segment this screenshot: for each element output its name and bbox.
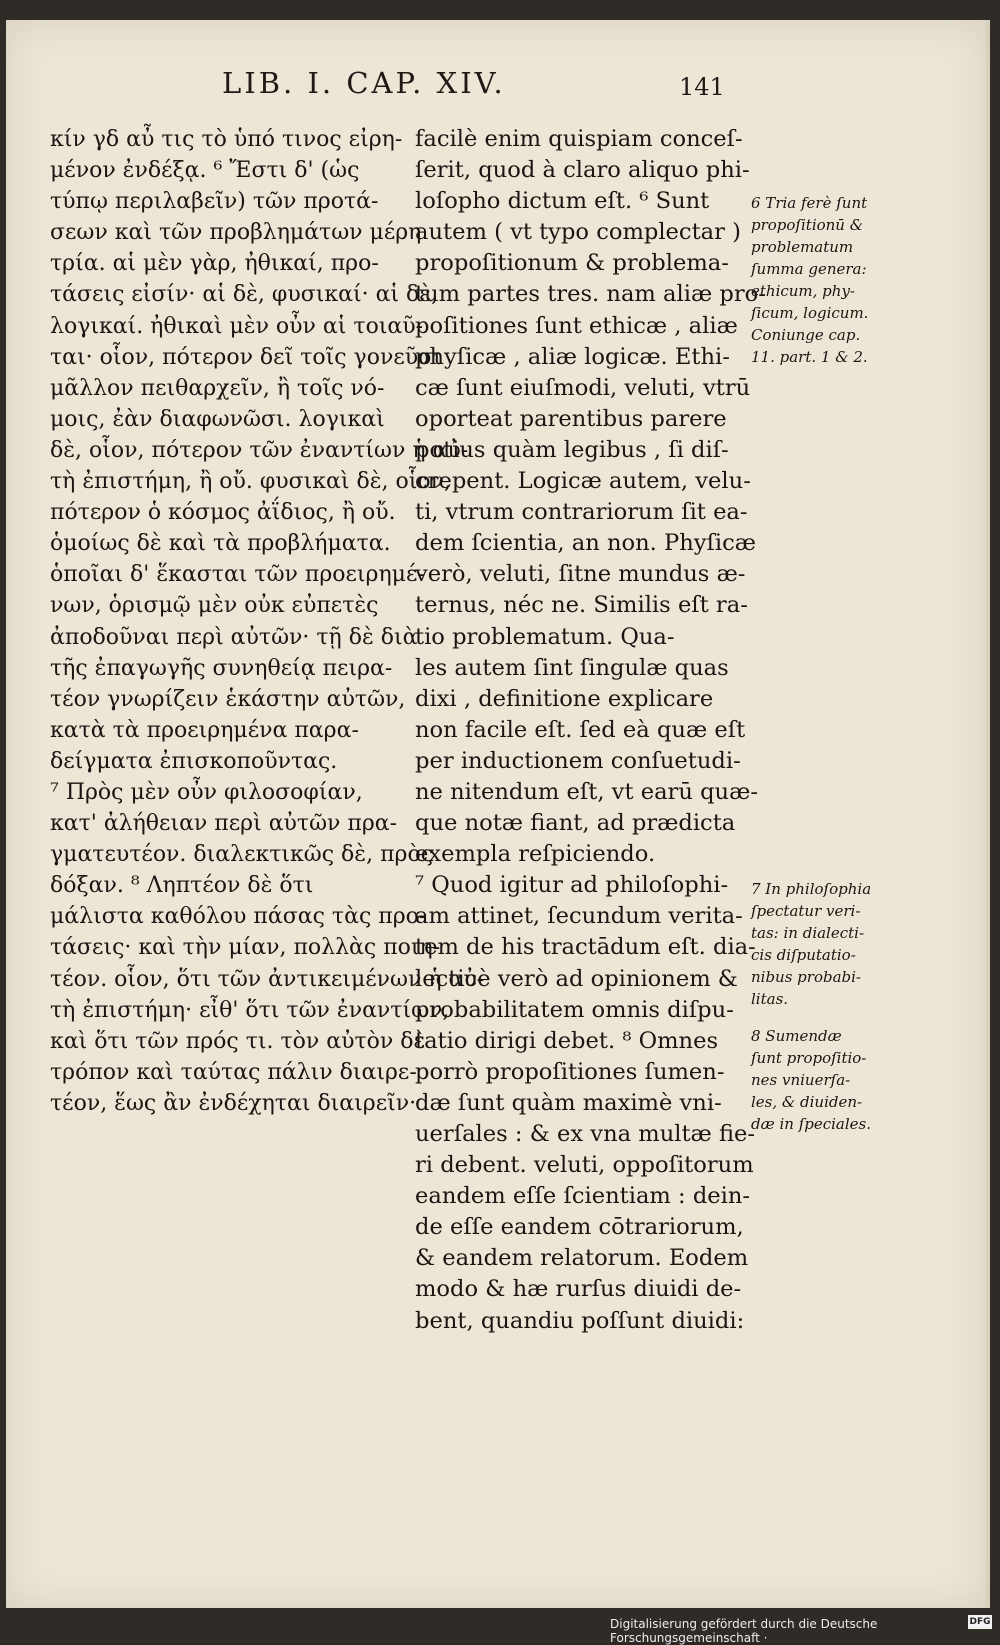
marginal-note-line: dæ in ſpeciales. [751,1115,872,1133]
latin-text-line: les autem ſint ſingulæ quas [415,654,729,681]
greek-text-line: ἀποδοῦναι περὶ αὐτῶν· τῇ δὲ διὰ [50,624,418,650]
greek-text-line: σεων καὶ τῶν προβλημάτων μέρη [50,220,422,246]
latin-text-line: uerſales : & ex vna multæ fie- [415,1121,756,1147]
latin-text-line: dæ ſunt quàm maximè vni- [415,1089,722,1116]
greek-text-line: τρία. αἱ μὲν γὰρ, ἠθικαί, προ- [50,251,379,277]
greek-text-line: μᾶλλον πειθαρχεῖν, ἢ τοῖς νό- [50,375,385,401]
latin-text-line: tum partes tres. nam aliæ pro- [415,281,766,308]
latin-text-line: phyſicæ , aliæ logicæ. Ethi- [415,343,730,370]
greek-text-line: τὴ ἐπιστήμη, ἢ οὔ. φυσικαὶ δὲ, οἷον, [50,469,452,495]
latin-text-line: propoſitionum & problema- [415,250,729,277]
latin-text-line: porrò propoſitiones ſumen- [415,1058,725,1085]
latin-text-line: poſitiones ſunt ethicæ , aliæ [415,312,738,339]
latin-text-line: am attinet, ſecundum verita- [415,903,743,930]
greek-text-line: μοις, ἐὰν διαφωνῶσι. λογικαὶ [50,406,385,432]
latin-text-line: crepent. Logicæ autem, velu- [415,468,751,495]
latin-text-line: autem ( vt typo complectar ) [415,219,741,246]
marginal-note-line: 11. part. 1 & 2. [751,348,868,366]
marginal-note-line: 8 Sumendæ [751,1027,842,1045]
latin-text-line: verò, veluti, ſitne mundus æ- [415,561,746,588]
latin-text-line: probabilitatem omnis diſpu- [415,996,734,1023]
latin-text-line: facilè enim quispiam conceſ- [415,126,743,152]
latin-text-line: ne nitendum eſt, vt earū quæ- [415,778,758,805]
greek-text-line: τύπῳ περιλαβεῖν) τῶν προτά- [50,189,379,215]
latin-text-line: tio problematum. Qua- [415,623,675,650]
latin-text-line: bent, quandiu poſſunt diuidi: [415,1307,745,1334]
greek-text-line: γματευτέον. διαλεκτικῶς δὲ, πρὸς [50,842,434,868]
latin-text-line: non facile eſt. ſed eà quæ eſt [415,716,746,743]
marginal-note-line: nibus probabi- [751,968,862,986]
greek-text-line: δόξαν. ⁸ Ληπτέον δὲ ὅτι [50,873,314,899]
marginal-note-line: litas. [751,990,789,1008]
latin-text-line: ri debent. veluti, oppoſitorum [415,1152,754,1179]
latin-text-line: lecticè verò ad opinionem & [415,965,738,992]
greek-text-line: τέον, ἕως ἂν ἐνδέχηται διαιρεῖν· [50,1090,417,1116]
marginal-note-line: ſumma genera: [751,260,867,278]
latin-text-line: modo & hæ rurſus diuidi de- [415,1276,742,1303]
marginal-note-line: ſunt propoſitio- [751,1049,867,1067]
greek-text-line: δὲ, οἷον, πότερον τῶν ἐναντίων ἡ αὐ- [50,437,469,463]
greek-text-line: ⁷ Πρὸς μὲν οὖν φιλοσοφίαν, [50,779,363,805]
marginal-note-line: nes vniuerſa- [751,1071,851,1089]
greek-text-line: πότερον ὁ κόσμος ἀΐδιος, ἢ οὔ. [50,500,396,526]
greek-text-line: ὁμοίως δὲ καὶ τὰ προβλήματα. [50,531,391,557]
marginal-note-line: 6 Tria ferè ſunt [751,194,868,212]
marginal-note-line: cis diſputatio- [751,946,856,964]
latin-text-line: ternus, néc ne. Similis eſt ra- [415,592,748,619]
greek-text-line: κατὰ τὰ προειρημένα παρα- [50,717,359,743]
latin-text-line: ſerit, quod à claro aliquo phi- [415,157,750,184]
marginal-note-line: ethicum, phy- [751,282,855,300]
page-number: 141 [679,73,725,101]
greek-text-line: νων, ὁρισμῷ μὲν οὐκ εὐπετὲς [50,593,379,619]
latin-text-line: ⁷ Quod igitur ad philoſophi- [415,872,729,899]
latin-text-line: cæ ſunt eiuſmodi, veluti, vtrū [415,374,751,401]
marginal-note-line: 7 In philoſophia [751,880,872,898]
latin-text-line: potius quàm legibus , ſi diſ- [415,436,729,463]
marginal-note-line: propoſitionū & [751,216,864,234]
marginal-note-8 [751,1025,871,1135]
marginal-note-line: les, & diuiden- [751,1093,863,1111]
greek-text-line: κίν γδ αὖ τις τὸ ὑπό τινος εἰρη- [50,127,403,152]
marginal-note-line: ſicum, logicum. [751,304,869,322]
latin-text-column [415,124,766,1337]
latin-text-line: dixi , definitione explicare [415,685,714,712]
greek-text-line: λογικαί. ἠθικαὶ μὲν οὖν αἱ τοιαῦ- [50,313,424,339]
greek-text-line: τέον. οἷον, ὅτι τῶν ἀντικειμένων ἡ αὐ- [50,966,485,992]
latin-text-line: eandem eſſe ſcientiam : dein- [415,1183,751,1210]
greek-text-line: τρόπον καὶ ταύτας πάλιν διαιρε- [50,1059,417,1085]
greek-text-column [50,124,485,1119]
latin-text-line: tatio dirigi debet. ⁸ Omnes [415,1027,719,1054]
latin-text-line: dem ſcientia, an non. Phyſicæ [415,530,757,557]
latin-text-line: oporteat parentibus parere [415,405,727,432]
greek-text-line: καὶ ὅτι τῶν πρός τι. τὸν αὐτὸν δὲ [50,1028,426,1054]
greek-text-line: τάσεις εἰσίν· αἱ δὲ, φυσικαί· αἱ δὲ, [50,282,439,308]
dfg-logo: DFG [969,1617,991,1627]
latin-text-line: de eſſe eandem cōtrariorum, [415,1214,744,1241]
greek-text-line: τάσεις· καὶ τὴν μίαν, πολλὰς ποιη- [50,935,441,961]
marginal-note-line: problematum [751,238,854,256]
greek-text-line: ὁποῖαι δ' ἕκασται τῶν προειρημέ- [50,562,425,588]
greek-text-line: τέον γνωρίζειν ἑκάστην αὐτῶν, [50,686,406,712]
greek-text-line: ται· οἷον, πότερον δεῖ τοῖς γονεῦσι [50,344,442,370]
latin-text-line: que notæ fiant, ad prædicta [415,810,736,837]
latin-text-line: & eandem relatorum. Eodem [415,1245,749,1272]
greek-text-line: κατ' ἀλήθειαν περὶ αὐτῶν πρα- [50,811,398,837]
greek-text-line: τὴ ἐπιστήμη· εἶθ' ὅτι τῶν ἐναντίων, [50,997,450,1023]
marginal-note-6 [751,192,868,368]
greek-text-line: μάλιστα καθόλου πάσας τὰς προ- [50,904,427,930]
marginal-note-line: tas: in dialecti- [751,924,865,942]
greek-text-line: μένον ἐνδέξᾳ. ⁶ Ἔστι δ' (ὡς [50,158,360,184]
running-head: LIB. I. CAP. XIV. [222,66,506,100]
marginal-note-7 [751,878,871,1010]
greek-text-line: τῆς ἐπαγωγῆς συνηθείᾳ πειρα- [50,655,393,681]
latin-text-line: ti, vtrum contrariorum ſit ea- [415,499,748,526]
latin-text-line: loſopho dictum eſt. ⁶ Sunt [415,188,710,215]
latin-text-line: exempla reſpiciendo. [415,841,656,868]
digitization-credit: Digitalisierung gefördert durch die Deutsche Forschungsgemeinschaft · [610,1617,878,1645]
greek-text-line: δείγματα ἐπισκοποῦντας. [50,748,338,774]
latin-text-line: per inductionem conſuetudi- [415,747,741,774]
marginal-note-line: ſpectatur veri- [751,902,861,920]
marginal-note-line: Coniunge cap. [751,326,861,344]
latin-text-line: tem de his tractādum eſt. dia- [415,934,756,961]
